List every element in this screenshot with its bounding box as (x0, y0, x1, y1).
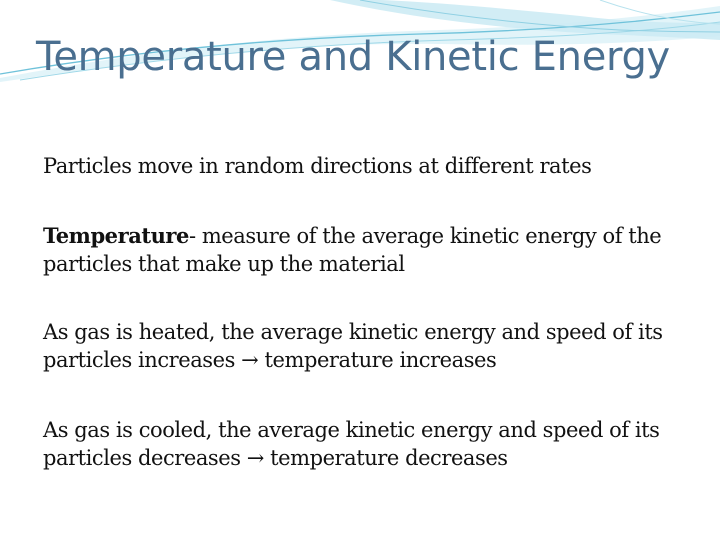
paragraph-particles (43, 152, 693, 180)
paragraph-temperature-definition (43, 222, 693, 278)
paragraph-text: As gas is cooled, the average kinetic energy and speed of its particles decreases → temperature decreases (43, 418, 660, 470)
paragraph-text: Particles move in random directions at different rates (43, 154, 592, 178)
paragraph-text: - measure of the average kinetic energy of the particles that make up the material (43, 224, 662, 276)
paragraph-heating (43, 318, 693, 374)
paragraph-text: As gas is heated, the average kinetic energy and speed of its particles increases → temperature increases (43, 320, 663, 372)
slide-title: Temperature and Kinetic Energy (36, 34, 670, 80)
slide-body (43, 152, 693, 472)
term-temperature: Temperature (43, 223, 189, 248)
paragraph-cooling (43, 416, 693, 472)
